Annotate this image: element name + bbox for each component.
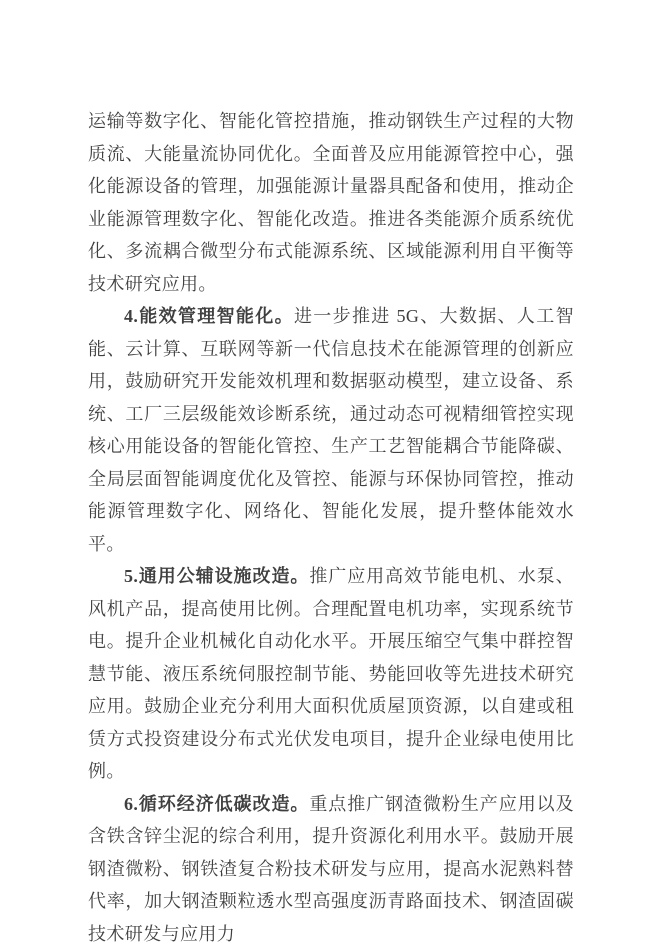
paragraph-section-6 — [88, 788, 574, 950]
paragraph-lead-heading: 5.通用公辅设施改造。 — [124, 566, 309, 586]
paragraph-section-5 — [88, 560, 574, 788]
paragraph-text: 运输等数字化、智能化管控措施，推动钢铁生产过程的大物质流、大能量流协同优化。全面普及应用能源管控中心，强化能源设备的管理，加强能源计量器具配备和使用，推动企业能源管理数字化、智能化改造。推进各类能源介质系统优化、多流耦合微型分布式能源系统、区域能源利用自平衡等技术研究应用。 — [88, 111, 574, 294]
paragraph-text: 推广应用高效节能电机、水泵、风机产品，提高使用比例。合理配置电机功率，实现系统节电。提升企业机械化自动化水平。开展压缩空气集中群控智慧节能、液压系统伺服控制节能、势能回收等先进技术研究应用。鼓励企业充分利用大面积优质屋顶资源，以自建或租赁方式投资建设分布式光伏发电项目，提升企业绿电使用比例。 — [88, 566, 574, 781]
paragraph-lead-heading: 6.循环经济低碳改造。 — [124, 794, 309, 814]
paragraph-text: 重点推广钢渣微粉生产应用以及含铁含锌尘泥的综合利用，提升资源化利用水平。鼓励开展钢渣微粉、钢铁渣复合粉技术研发与应用，提高水泥熟料替代率，加大钢渣颗粒透水型高强度沥青路面技术、钢渣固碳技术研发与应用力 — [88, 794, 574, 944]
paragraph-text: 进一步推进 5G、大数据、人工智能、云计算、互联网等新一代信息技术在能源管理的创新应用，鼓励研究开发能效机理和数据驱动模型，建立设备、系统、工厂三层级能效诊断系统，通过动态可视精细管控实现核心用能设备的智能化管控、生产工艺智能耦合节能降碳、全局层面智能调度优化及管控、能源与环保协同管控，推动能源管理数字化、网络化、智能化发展，提升整体能效水平。 — [88, 306, 574, 554]
paragraph-lead-heading: 4.能效管理智能化。 — [124, 306, 294, 326]
paragraph-continuation — [88, 105, 574, 300]
paragraph-section-4 — [88, 300, 574, 560]
